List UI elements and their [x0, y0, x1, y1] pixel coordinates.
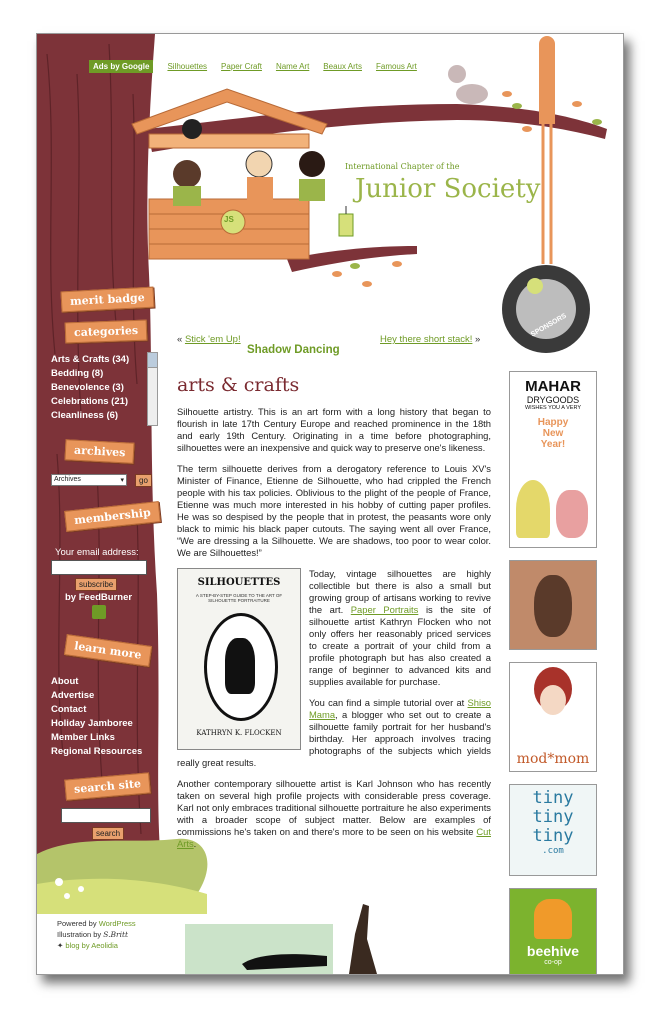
beehive-sub: co-op [544, 959, 562, 966]
page-frame [36, 33, 624, 975]
mahar-wish: WISHES YOU A VERY [524, 405, 582, 411]
ad-link-name-art[interactable]: Name Art [275, 61, 310, 71]
category-bedding[interactable]: Bedding (8) [51, 368, 104, 379]
giraffe [349, 904, 377, 974]
tiny-logo: tiny tiny tiny .com [532, 788, 574, 856]
book-title: SILHOUETTES [197, 577, 281, 588]
paragraph-4: You can find a simple tutorial over at Shiso Mama, a blogger who set out to create a silhouette family portrait for her husband's birthday. Her approach involves tracing photographs of the subjects which yields really great results. [177, 697, 491, 768]
prev-post-nav [177, 334, 241, 345]
mahar-title: MAHAR [525, 378, 581, 395]
next-arrow-icon: » [475, 334, 481, 345]
search-button[interactable]: search [92, 827, 124, 840]
rss-icon[interactable] [92, 605, 106, 619]
link-contact[interactable]: Contact [51, 704, 87, 715]
categories-tag: categories [65, 320, 148, 344]
sponsor-knit-cat[interactable] [509, 560, 597, 650]
search-input[interactable] [61, 808, 151, 823]
archives-tag: archives [64, 439, 134, 464]
silhouette-figure [225, 638, 255, 694]
link-member-links[interactable]: Member Links [51, 732, 115, 743]
sponsor-tiny-tiny-tiny[interactable] [509, 784, 597, 876]
categories-list [51, 353, 129, 423]
article-body [177, 406, 491, 859]
category-arts-crafts[interactable]: Arts & Crafts (34) [51, 354, 130, 365]
prev-arrow-icon: « [177, 334, 183, 345]
link-about[interactable]: About [51, 676, 79, 687]
book-subtitle: A STEP-BY-STEP GUIDE TO THE ART OF SILHOUETTE PORTRAITURE [195, 593, 283, 603]
section-heading: arts & crafts [177, 374, 300, 396]
mod-mom-label: mod*mom [516, 751, 590, 767]
learn-more-tag: learn more [64, 634, 152, 667]
link-regional-resources[interactable]: Regional Resources [51, 746, 143, 757]
illustrator-name[interactable]: S.Britt [103, 930, 129, 939]
sponsor-mod-mom[interactable] [509, 662, 597, 772]
feedburner-link[interactable]: FeedBurner [78, 592, 133, 603]
paragraph-5: Another contemporary silhouette artist is Karl Johnson who has recently taken on several high profile projects with considerable press coverage. Karl not only embraces traditional silhouette portraiture he also experiments with a broader scope of subject matter. Below are examples of commissions he's taken on and there's more to be seen on his website Cut Arts. [177, 778, 491, 849]
learn-more-links [51, 675, 142, 759]
ads-bar [89, 59, 417, 73]
site-title[interactable]: Junior Society [355, 174, 541, 204]
category-benevolence[interactable]: Benevolence (3) [51, 382, 124, 393]
book-cover-image [177, 568, 301, 750]
footer [57, 918, 136, 951]
feedburner-credit [65, 592, 132, 603]
by-label: by [65, 592, 77, 603]
logo-initials: JS [224, 215, 234, 224]
paper-portraits-link[interactable]: Paper Portraits [350, 604, 419, 615]
beehive-icon [534, 899, 572, 939]
chevron-down-icon: ▾ [120, 477, 124, 484]
mahar-sub: DRYGOODS [526, 395, 580, 405]
shiso-mama-link[interactable]: Shiso Mama [309, 697, 491, 720]
current-post-title: Shadow Dancing [247, 344, 340, 356]
archives-go-button[interactable]: go [135, 474, 152, 487]
book-oval-frame [204, 613, 278, 721]
sponsors-badge[interactable]: SPONSORS [529, 312, 568, 339]
mod-mom-face [540, 685, 566, 715]
cut-arts-link[interactable]: Cut Arts [177, 826, 491, 849]
plush-toy-pink [556, 490, 588, 538]
knit-cat-figure [534, 575, 572, 637]
plush-toy-yellow [516, 480, 550, 538]
link-holiday-jamboree[interactable]: Holiday Jamboree [51, 718, 133, 729]
next-post-link[interactable]: Hey there short stack! [380, 334, 473, 345]
email-label: Your email address: [55, 547, 139, 558]
membership-tag: membership [64, 501, 161, 532]
paragraph-2: The term silhouette derives from a derogatory reference to Louis XV's Minister of Finance, Etienne de Silhouette, who had crippled the French people with his tax policies. Oblivious to the plight of the people of France, Etienne was much more interested in his hobby of cutting paper profiles. He was so despised by the people that in protest, the peasants wore only black to mimic his black paper cutouts. The saying went all over France, “We are dressing a la Silhouette. We are shadows, too poor to wear color. We are Silhouettes!” [177, 463, 491, 558]
blog-by-link[interactable]: blog by Aeolidia [65, 941, 118, 950]
sponsor-beehive-coop[interactable] [509, 888, 597, 975]
wordpress-link[interactable]: WordPress [98, 919, 136, 928]
ad-link-famous-art[interactable]: Famous Art [375, 61, 417, 71]
archives-select[interactable] [51, 474, 127, 486]
paragraph-1: Silhouette artistry. This is an art form with a long history that began to flourish in late 17th Century Europe and reached prominence in the 18th and early 19th Century. Originating in a time before photographing, silhouettes were an inexpensive and quick way to preserve one's likeness. [177, 406, 491, 453]
ad-link-silhouettes[interactable]: Silhouettes [167, 61, 208, 71]
treehouse [132, 89, 327, 259]
next-post-nav [380, 334, 480, 345]
powered-by-label: Powered by [57, 919, 97, 928]
email-field[interactable] [51, 560, 147, 575]
category-cleanliness[interactable]: Cleanliness (6) [51, 410, 119, 421]
categories-scrollbar[interactable] [147, 352, 158, 426]
site-subtitle: International Chapter of the [345, 162, 460, 171]
mahar-happy-new-year: Happy New Year! [537, 417, 569, 450]
ads-label: Ads by Google [89, 60, 153, 73]
beehive-title: beehive [526, 943, 580, 959]
archives-select-value: Archives [54, 476, 81, 483]
sponsor-mahar-drygoods[interactable] [509, 371, 597, 548]
tree-trunk [37, 34, 161, 894]
search-site-tag: search site [64, 772, 151, 800]
merit-badge-tag: merit badge [61, 287, 155, 313]
prev-post-link[interactable]: Stick 'em Up! [184, 334, 241, 345]
lantern [339, 206, 353, 236]
illustration-by-label: Illustration by [57, 930, 102, 939]
ad-link-paper-craft[interactable]: Paper Craft [221, 61, 262, 71]
book-author: KATHRYN K. FLOCKEN [196, 729, 282, 737]
link-advertise[interactable]: Advertise [51, 690, 95, 701]
paragraph-3: Today, vintage silhouettes are highly collectible but there is also a small but growing group of artisans working to revive the art. Paper Portraits is the site of silhouette artist Kathryn Flocken who not only offers her reasonably priced services to create a portrait of your child from a profile photograph but has also created a range of beginner to advanced kits and supplies available for purchase. [309, 568, 491, 687]
subscribe-button[interactable]: subscribe [75, 578, 117, 591]
sparkle-icon: ✦ [57, 941, 64, 950]
category-celebrations[interactable]: Celebrations (21) [51, 396, 129, 407]
ad-link-beaux-arts[interactable]: Beaux Arts [323, 61, 362, 71]
